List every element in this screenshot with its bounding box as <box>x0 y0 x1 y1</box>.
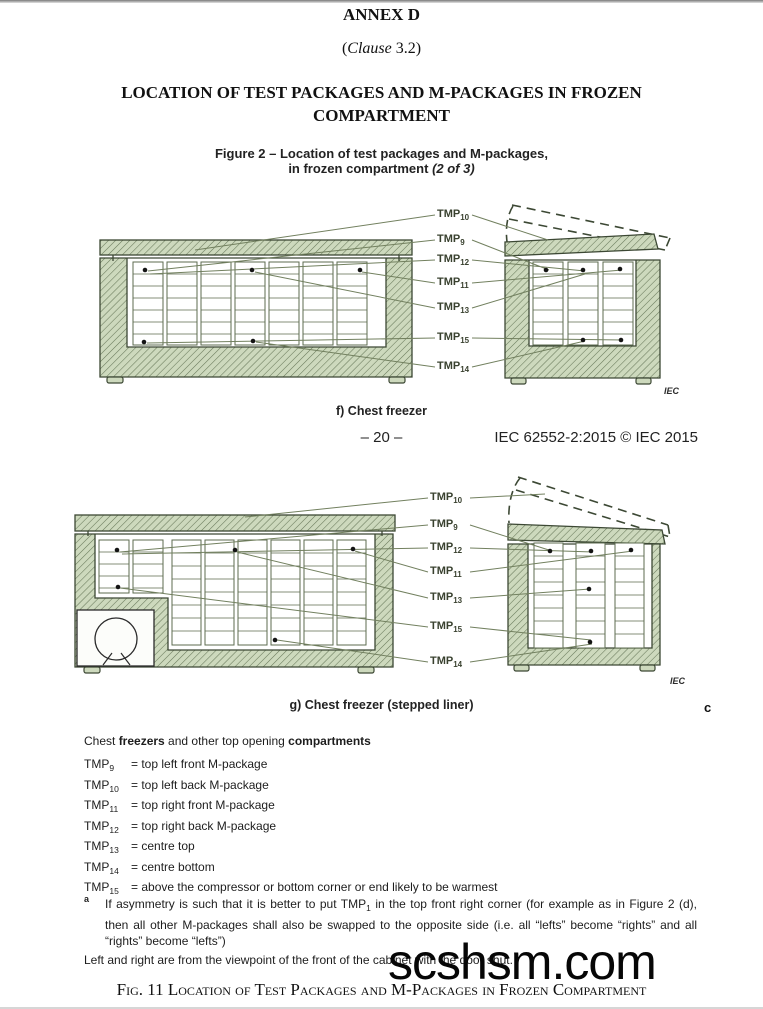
freezer-foot <box>84 667 100 673</box>
figure-11-caption: Fig. 11 Location of Test Packages and M-Packages in Frozen Compartment <box>116 980 647 999</box>
page-title-line2: COMPARTMENT <box>313 106 450 125</box>
tmp-label: $TMP_9$ <box>430 518 458 532</box>
freezer-foot <box>640 665 655 671</box>
margin-letter: c <box>704 700 712 715</box>
tmp-label: $TMP_{12}$ <box>437 253 470 267</box>
tmp-label: $TMP_{11}$ <box>430 565 462 579</box>
legend-item-tmp13: $TMP_{13}$ = centre top <box>84 839 195 855</box>
freezer-foot <box>107 377 123 383</box>
clause-reference: (Clause 3.2) <box>341 40 422 57</box>
footnote-text: If asymmetry is such that it is better to put $TMP_1$ in the top front right corner (for example as in Figure 2 (d), then all other M-packages shall also be swapped to the opposite side (i.e. all “lefts” become “rights” and all “rights” become “lefts”) <box>105 897 697 948</box>
legend-item-tmp12: $TMP_{12}$ = top right back M-package <box>84 819 277 835</box>
figure-title <box>0 146 763 176</box>
footnote-marker: a <box>84 894 90 904</box>
figure-g-drawing <box>0 470 763 682</box>
page-top-edge <box>0 0 763 3</box>
tmp-label: $TMP_9$ <box>437 233 465 247</box>
chest-freezer-open <box>505 205 670 384</box>
freezer-foot <box>511 378 526 384</box>
iec-source-mark: IEC <box>664 386 680 396</box>
chest-freezer-closed <box>100 240 412 383</box>
page-number: – 20 – <box>360 429 403 446</box>
page-title-line1: LOCATION OF TEST PACKAGES AND M-PACKAGES IN FROZEN <box>121 83 642 102</box>
figure-f-drawing <box>0 200 763 396</box>
freezer-foot <box>514 665 529 671</box>
tmp-label: $TMP_{10}$ <box>430 491 463 505</box>
figure-title-line2: in frozen compartment (2 of 3) <box>288 161 475 176</box>
tmp-label: $TMP_{15}$ <box>430 620 463 634</box>
compressor-motor <box>95 618 137 660</box>
legend-item-tmp14: $TMP_{14}$ = centre bottom <box>84 860 215 876</box>
watermark: scshsm.com <box>388 934 656 990</box>
figure-f-caption: f) Chest freezer <box>336 404 427 418</box>
freezer-foot <box>636 378 651 384</box>
figure-g-stepped-liner-diagram <box>0 470 763 686</box>
viewpoint-note: Left and right are from the viewpoint of the front of the cabinet with the door shut. <box>84 953 513 967</box>
page-title <box>0 81 763 127</box>
tmp-label: $TMP_{10}$ <box>437 208 470 222</box>
tmp-label: $TMP_{14}$ <box>430 655 463 669</box>
tmp-label: $TMP_{14}$ <box>437 360 470 374</box>
tmp-label: $TMP_{13}$ <box>430 591 463 605</box>
tmp-label: $TMP_{11}$ <box>437 276 469 290</box>
annex-title: ANNEX D <box>343 5 420 24</box>
legend-item-tmp10: $TMP_{10}$ = top left back M-package <box>84 778 269 794</box>
freezer-foot <box>389 377 405 383</box>
figure-g-caption: g) Chest freezer (stepped liner) <box>289 698 474 712</box>
freezer-lid-tilted <box>505 234 658 256</box>
freezer-lid <box>75 515 395 531</box>
legend-heading: Chest freezers and other top opening compartments <box>84 734 371 748</box>
basket-columns <box>534 543 644 648</box>
figure-f-chest-freezer-diagram <box>0 200 763 396</box>
basket-columns <box>133 262 367 345</box>
tmp-label: $TMP_{15}$ <box>437 331 470 345</box>
freezer-lid-tilted <box>508 524 665 544</box>
freezer-foot <box>358 667 374 673</box>
document-reference: IEC 62552-2:2015 © IEC 2015 <box>494 429 698 446</box>
legend-item-tmp11: $TMP_{11}$ = top right front M-package <box>84 798 275 814</box>
chest-freezer-stepped-liner <box>75 515 395 673</box>
legend-item-tmp9: $TMP_9$ = top left front M-package <box>84 757 268 773</box>
tmp-label: $TMP_{13}$ <box>437 301 470 315</box>
tmp-label: $TMP_{12}$ <box>430 541 463 555</box>
iec-source-mark: IEC <box>670 676 686 686</box>
compressor <box>77 610 154 666</box>
legend-item-tmp15: $TMP_{15}$ = above the compressor or bottom corner or end likely to be warmest <box>84 880 498 896</box>
figure-title-line1: Figure 2 – Location of test packages and M-packages, <box>214 146 549 161</box>
